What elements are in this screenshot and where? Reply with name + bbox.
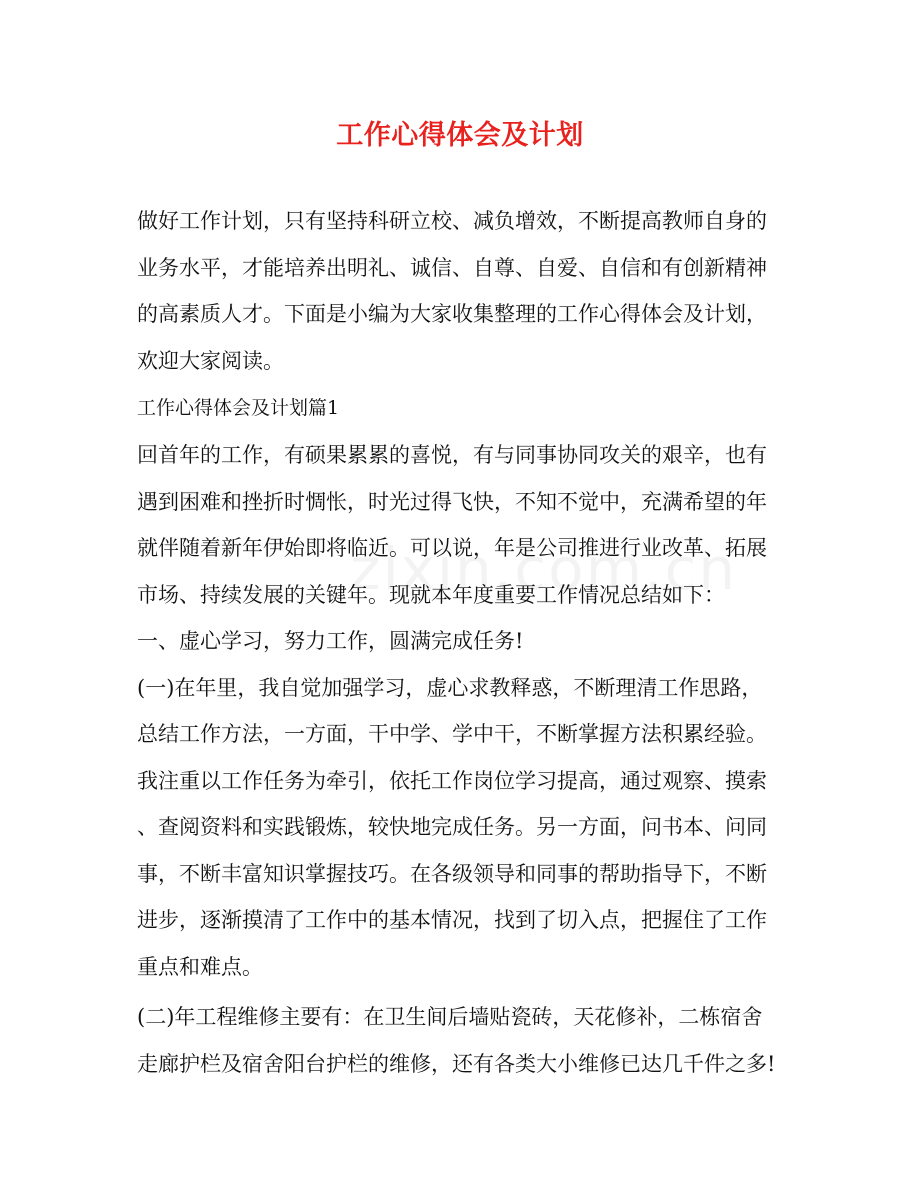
sub-point-two-paragraph [137,994,783,1087]
section-line: 遇到困难和挫折时惆怅，时光过得飞快，不知不觉中，充满希望的年 [137,489,767,514]
intro-line: 业务水平，才能培养出明礼、诚信、自尊、自爱、自信和有创新精神 [137,255,767,280]
sub-one-line: 事，不断丰富知识掌握技巧。在各级领导和同事的帮助指导下，不断 [137,861,767,886]
section-line: 市场、持续发展的关键年。现就本年度重要工作情况总结如下： [137,582,725,607]
document-body [137,198,783,1087]
section-line: 就伴随着新年伊始即将临近。可以说，年是公司推进行业改革、拓展 [137,536,767,560]
sub-one-line: 我注重以工作任务为牵引，依托工作岗位学习提高，通过观察、摸索 [137,768,767,793]
sub-one-line: 、查阅资料和实践锻炼，较快地完成任务。另一方面，问书本、问同 [137,815,767,839]
sub-two-line: 走廊护栏及宿舍阳台护栏的维修，还有各类大小维修已达几千件之多! [137,1051,776,1076]
sub-one-line: 进步，逐渐摸清了工作中的基本情况，找到了切入点，把握住了工作 [137,908,767,932]
sub-two-line: (二)年工程维修主要有：在卫生间后墙贴瓷砖，天花修补，二栋宿舍 [137,1005,763,1029]
intro-line: 的高素质人才。下面是小编为大家收集整理的工作心得体会及计划， [137,302,767,326]
intro-line: 做好工作计划，只有坚持科研立校、减负增效，不断提高教师自身的 [137,209,767,233]
section-line: 回首年的工作，有硕果累累的喜悦，有与同事协同攻关的艰辛，也有 [137,443,767,467]
section-heading: 工作心得体会及计划篇1 [137,397,340,419]
sub-point-one-paragraph [137,665,783,991]
sub-one-line: (一)在年里，我自觉加强学习，虚心求教释惑，不断理清工作思路， [137,675,763,700]
document-title: 工作心得体会及计划 [336,120,584,151]
intro-paragraph [137,198,783,384]
sub-one-line: 总结工作方法，一方面，干中学、学中干，不断掌握方法积累经验。 [137,722,767,746]
section-paragraph [137,432,783,618]
intro-line: 欢迎大家阅读。 [137,348,284,373]
sub-one-line: 重点和难点。 [137,954,263,979]
point-one-heading: 一、虚心学习，努力工作，圆满完成任务! [137,629,524,653]
